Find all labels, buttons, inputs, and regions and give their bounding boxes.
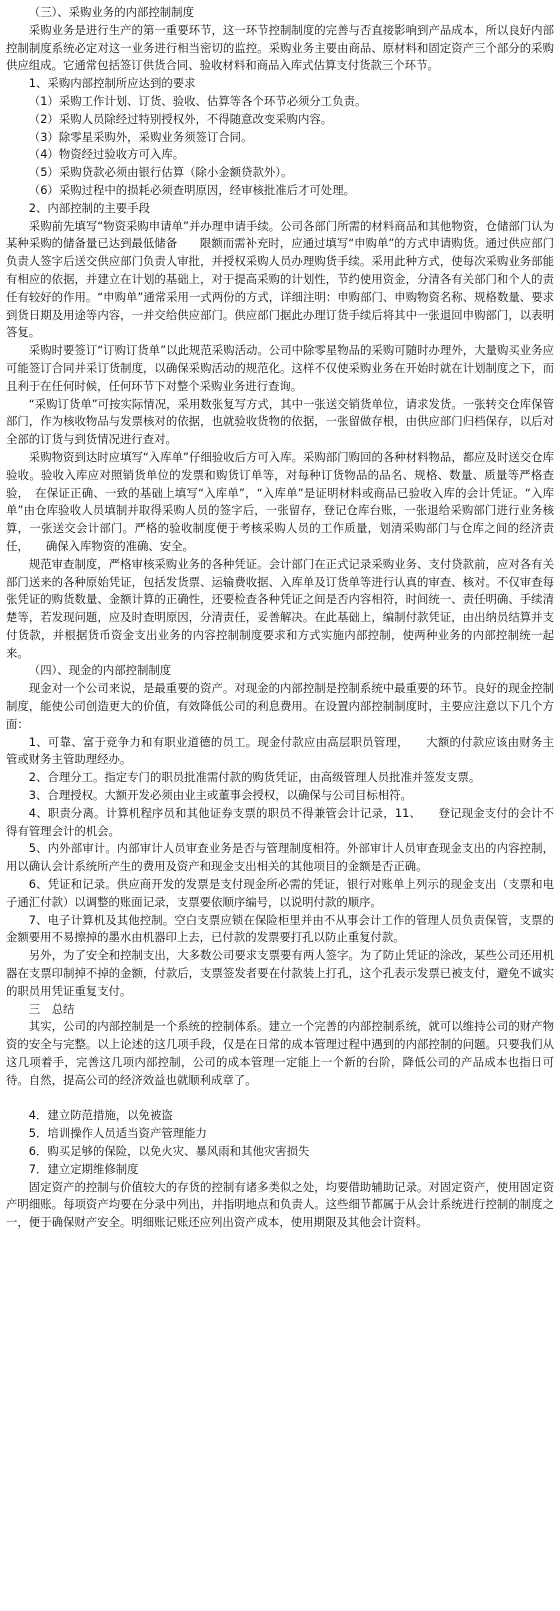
- paragraph: “采购订货单”可按实际情况，采用数张复写方式，其中一张送交销货单位，请求发货。一张转交仓库保管部门，作为核收物品与发票核对的依据，也就验收货物的依据，一张留做存根，由供应部门归档保存，以后对全部的订货与到货情况进行查对。: [6, 396, 554, 447]
- paragraph: 采购前先填写“物资采购申请单”并办理申请手续。公司各部门所需的材料商品和其他物资，仓储部门认为某种采购的储备量已达到最低储备 限额而需补充时，应通过填写“申购单”的方式申请购货。通过供应部门负责人签字后送交供应部门负责人审批，并授权采购人员办理购货手续。采用此种方式，使每次采购业务部能有相应的依据，并建立在计划的基础上，对于提高采购的计划性，节约使用资金，分清各有关部门和个人的责任有较好的作用。“申购单”通常采用一式两份的方式，详细注明：申购部门、申购物资名称、规格数量、要求到货日期及用途等内容，一并交给供应部门。供应部门据此办理订货手续后将其中一张退回申购部门，以表明答复。: [6, 218, 554, 340]
- paragraph: 3、合理授权。大额开发必须由业主或董事会授权，以确保与公司目标相符。: [28, 788, 412, 803]
- list-item: （5）采购贷款必须由银行估算（除小金额贷款外）。: [28, 165, 293, 180]
- section-heading: （四）、现金的内部控制制度: [28, 663, 172, 678]
- paragraph: 采购物资到达时应填写“入库单”仔细验收后方可入库。采购部门购回的各种材料物品，都应及时送交仓库验收。验收入库应对照销货单位的发票和购货订单等，对每种订货物品的品名、规格、数量、质量等严格查验， 在保证正确、一致的基础上填写“入库单”，“入库单”是证明材料或商品已验收入库的会计凭证。“入库单”由仓库验收人员填制并取得采购人员的签字后，一张留存，登记仓库台账，一张退给采购部门进行业务核算，一张送交会计部门。严格的验收制度便于考核采购人员的工作质量，划清采购部门与仓库之间的经济责任， 确保入库物资的准确、安全。: [6, 449, 554, 553]
- list-item: 4．建立防范措施，以免被盗: [28, 1108, 173, 1123]
- list-item: （1）采购工作计划、订货、验收、估算等各个环节必须分工负责。: [28, 93, 367, 108]
- section-heading: （三）、采购业务的内部控制制度: [28, 5, 194, 19]
- paragraph: 另外，为了安全和控制支出，大多数公司要求支票要有两人签字。为了防止凭证的涂改，某些公司还用机器在支票印制掉不掉的金额，付款后，支票签发者要在付款装上打孔，这个孔表示发票已被支付，避免不诚实的职员用凭证重复支付。: [6, 948, 554, 998]
- list-item: （6）采购过程中的损耗必须查明原因，经审核批准后才可处理。: [28, 182, 355, 197]
- list-item: （2）采购人员除经过特别授权外，不得随意改变采购内容。: [28, 111, 333, 126]
- paragraph: 6、凭证和记录。供应商开发的发票是支付现金所必需的凭证，银行对账单上列示的现金支出（支票和电子通汇付款）以调整的账面记录，支票要依顺序编号，以说明付款的顺序。: [6, 877, 554, 909]
- paragraph: 采购时要签订“订购订货单”以此规范采购活动。公司中除零星物品的采购可随时办理外，大量购买业务应可能签订合同并采订货制度，以确保采购活动的规范化。这样不仅使采购业务在开始时就在计划制度之下，而且利于在任何时候，任何环节下对整个采购业务进行查询。: [6, 343, 554, 393]
- paragraph: 规范审查制度，严格审核采购业务的各种凭证。会计部门在正式记录采购业务、支付贷款前，应对各有关部门送来的各种原始凭证，包括发货票、运输费收据、入库单及订货单等进行认真的审查、核对。不仅审查每张凭证的购货数量、金额计算的正确性，还要检查各种凭证之间是否内容相符，时间统一、责任明确、手续清楚等，若发现问题，应及时查明原因，分清责任，妥善解决。在此基础上，编制付款凭证，由出纳员结算并支付货款，并根据货币资金支出业务的内容控制制度要求和方式实施内部控制，使两种业务的内部控制统一起来。: [6, 556, 554, 660]
- section-heading: 2、内部控制的主要手段: [28, 200, 150, 215]
- list-item: 5．培训操作人员适当资产管理能力: [28, 1126, 207, 1141]
- paragraph: 固定资产的控制与价值较大的存货的控制有诸多类似之处，均要借助辅助记录。对固定资产，使用固定资产明细账。每项资产均要在分录中列出，并指明地点和负责人。这些细节都属于从会计系统进行控制的制度之一，便于确保财产安全。明细账记账还应列出资产成本，使用期限及其他会计资料。: [6, 1179, 554, 1230]
- section-heading: 1、采购内部控制所应达到的要求: [28, 76, 196, 91]
- paragraph: 其实，公司的内部控制是一个系统的控制体系。建立一个完善的内部控制系统，就可以维持公司的财产物资的安全与完整。以上论述的这几项手段，仅是在日常的成本管理过程中遇到的内部控制的问题。只要我们从这几项着手，完善这几项内部控制，公司的成本管理一定能上一个新的台阶，降低公司的产品成本也指日可待。自然，提高公司的经济效益也就顺利成章了。: [6, 1019, 554, 1087]
- paragraph: 1、可靠、富于竞争力和有职业道德的员工。现金付款应由高层职员管理， 大额的付款应该由财务主管或财务主管助理经办。: [6, 734, 554, 767]
- paragraph: 4、职责分离。计算机程序员和其他证券支票的职员不得兼管会计记录，11、 登记现金支付的会计不得有管理会计的机会。: [6, 805, 554, 838]
- section-heading: 三 总结: [28, 1001, 75, 1016]
- paragraph: 现金对一个公司来说，是最重要的资产。对现金的内部控制是控制系统中最重要的环节。良好的现金控制制度，能使公司创造更大的价值，有效降低公司的利息费用。在设置内部控制制度时，主要应注意以下几个方面：: [6, 681, 554, 731]
- list-item: 7．建立定期维修制度: [28, 1161, 139, 1176]
- paragraph: 7、电子计算机及其他控制。空白支票应锁在保险柜里并由不从事会计工作的管理人员负责保管，支票的金额要用不易擦掉的墨水由机器印上去，已付款的发票要打孔以防止重复付款。: [6, 912, 554, 945]
- paragraph: 5、内外部审计。内部审计人员审查业务是否与管理制度相符。外部审计人员审查现金支出的内容控制，用以确认会计系统所产生的费用及资产和现金支出相关的其他项目的金额是否正确。: [6, 841, 554, 874]
- paragraph: [6, 1090, 554, 1108]
- list-item: （3）除零星采购外，采购业务须签订合同。: [28, 129, 253, 144]
- paragraph: 采购业务是进行生产的第一重要环节，这一环节控制制度的完善与否直接影响到产品成本，所以良好内部控制制度系统必定对这一业务进行相当密切的监控。采购业务主要由商品、原材料和固定资产三个部分的采购供应组成。它通常包括签订供货合同、验收材料和商品入库式估算支付货款三个环节。: [6, 22, 554, 73]
- list-item: 6．购买足够的保险，以免火灾、暴风雨和其他灾害损失: [28, 1144, 310, 1158]
- paragraph: 2、合理分工。指定专门的职员批准需付款的购货凭证，由高级管理人员批准并签发支票。: [28, 770, 481, 785]
- list-item: （4）物资经过验收方可入库。: [28, 147, 185, 162]
